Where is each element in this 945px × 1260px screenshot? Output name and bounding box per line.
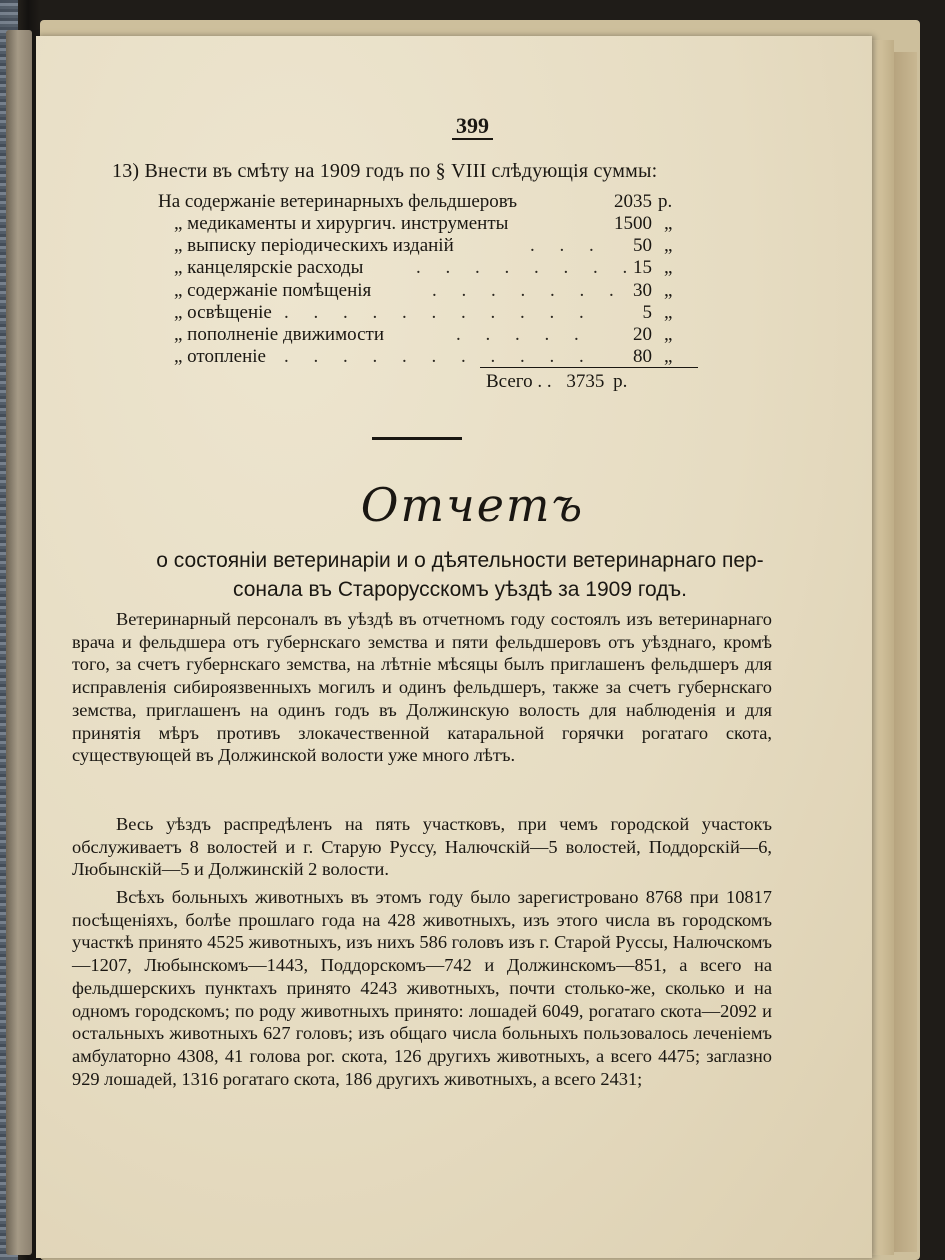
budget-row-unit: „	[664, 235, 673, 256]
budget-row-dots: . . . . . . . . . . .	[284, 346, 594, 367]
budget-row-label: На содержаніе ветеринарныхъ фельдшеровъ	[158, 191, 518, 212]
budget-row-unit: р.	[658, 191, 673, 212]
budget-row-amount: 50	[633, 235, 652, 256]
budget-row-label: „ освѣщеніе	[174, 302, 272, 323]
report-subtitle	[60, 546, 860, 604]
budget-row-dots: . . . . . . . .	[416, 257, 638, 278]
report-subtitle-line: сонала въ Старорусскомъ уѣздѣ за 1909 годъ.	[232, 578, 688, 601]
paragraph-text: Всѣхъ больныхъ животныхъ въ этомъ году было зарегистровано 8768 при 10817 посѣщеніяхъ, болѣе прошлаго года на 428 животныхъ, изъ этого числа въ городскомъ участкѣ принято 4525 животныхъ, изъ нихъ 586 головъ изъ г. Старой Руссы, Налючскомъ—1207, Любынскомъ—1443, Поддорскомъ—742 и Должинскомъ—851, а всего на фельдшерскихъ пунктахъ принято 4243 животныхъ, почти столько-же, сколько и на одномъ городскомъ; по роду животныхъ принято: лошадей 6049, рогатаго скота—2092 и остальныхъ животныхъ 627 головъ; изъ общаго числа больныхъ пользовалось леченіемъ амбулаторно 4308, 41 голова рог. скота, 126 другихъ животныхъ, а всего 4475; заглазно 929 лошадей, 1316 рогатаго скота, 186 другихъ животныхъ, а всего 2431;	[72, 887, 772, 1089]
budget-row-amount: 2035	[614, 191, 652, 212]
section-divider	[372, 437, 462, 440]
budget-heading: 13) Внести въ смѣту на 1909 годъ по § VIII слѣдующія суммы:	[112, 160, 658, 182]
body-paragraph	[72, 886, 772, 1090]
left-page-edge	[6, 30, 32, 1255]
budget-row-dots: . . . . .	[456, 324, 589, 345]
budget-row-label: „ пополненіе движимости	[174, 324, 384, 345]
budget-row-dots: . . . . . . . . . . .	[284, 302, 594, 323]
report-title: Отчетъ	[360, 478, 585, 532]
budget-row-unit: „	[664, 324, 673, 345]
total-rule	[480, 367, 698, 368]
budget-row-label: „ медикаменты и хирургич. инструменты	[174, 213, 509, 234]
body-paragraph	[72, 813, 772, 881]
page-number: 399	[0, 113, 945, 139]
budget-row-unit: „	[664, 302, 673, 323]
page-stack-edge-outer	[893, 52, 917, 1252]
report-subtitle-line: о состояніи ветеринаріи и о дѣятельности ветеринарнаго пер-	[156, 549, 764, 572]
budget-row-unit: „	[664, 213, 673, 234]
budget-row-dots: . . . . . . .	[432, 280, 624, 301]
budget-row-unit: „	[664, 280, 673, 301]
budget-total	[486, 371, 627, 393]
budget-row-amount: 1500	[614, 213, 652, 234]
budget-row-amount: 80	[633, 346, 652, 367]
budget-row-label: „ отопленіе	[174, 346, 266, 367]
budget-row-unit: „	[664, 346, 673, 367]
paragraph-text: Весь уѣздъ распредѣленъ на пять участковъ, при чемъ городской участокъ обслуживаетъ 8 волостей и г. Старую Руссу, Налючскій—5 волостей, Поддорскій—6, Любынскій—5 и Должинскій 2 волости.	[72, 814, 772, 880]
budget-row-amount: 15	[633, 257, 652, 278]
body-paragraph	[72, 608, 772, 767]
budget-row-amount: 30	[633, 280, 652, 301]
budget-row-amount: 20	[633, 324, 652, 345]
budget-total-amount: 3735	[566, 371, 605, 392]
budget-total-label: Всего . .	[486, 371, 552, 392]
budget-row-label: „ выписку періодическихъ изданій	[174, 235, 454, 256]
budget-row-label: „ содержаніе помѣщенія	[174, 280, 372, 301]
budget-row-label: „ канцелярскіе расходы	[174, 257, 364, 278]
budget-row-unit: „	[664, 257, 673, 278]
budget-total-unit: р.	[613, 371, 628, 392]
budget-row-dots: . . .	[530, 235, 604, 256]
paragraph-text: Ветеринарный персоналъ въ уѣздѣ въ отчетномъ году состоялъ изъ ветеринарнаго врача и фельдшера отъ губернскаго земства и пяти фельдшеровъ отъ уѣзднаго, кромѣ того, за счетъ губернскаго земства, на лѣтніе мѣсяцы былъ приглашенъ фельдшеръ для исправленія сибироязвенныхъ могилъ и одинъ фельдшеръ, также за счетъ губернскаго земства, приглашенъ на одинъ годъ въ Должинскую волость для наблюденія и для принятія мѣръ противъ злокачественной катаральной горячки рогатаго скота, существующей въ Должинской волости уже много лѣтъ.	[72, 609, 772, 766]
budget-row-amount: 5	[642, 302, 652, 323]
